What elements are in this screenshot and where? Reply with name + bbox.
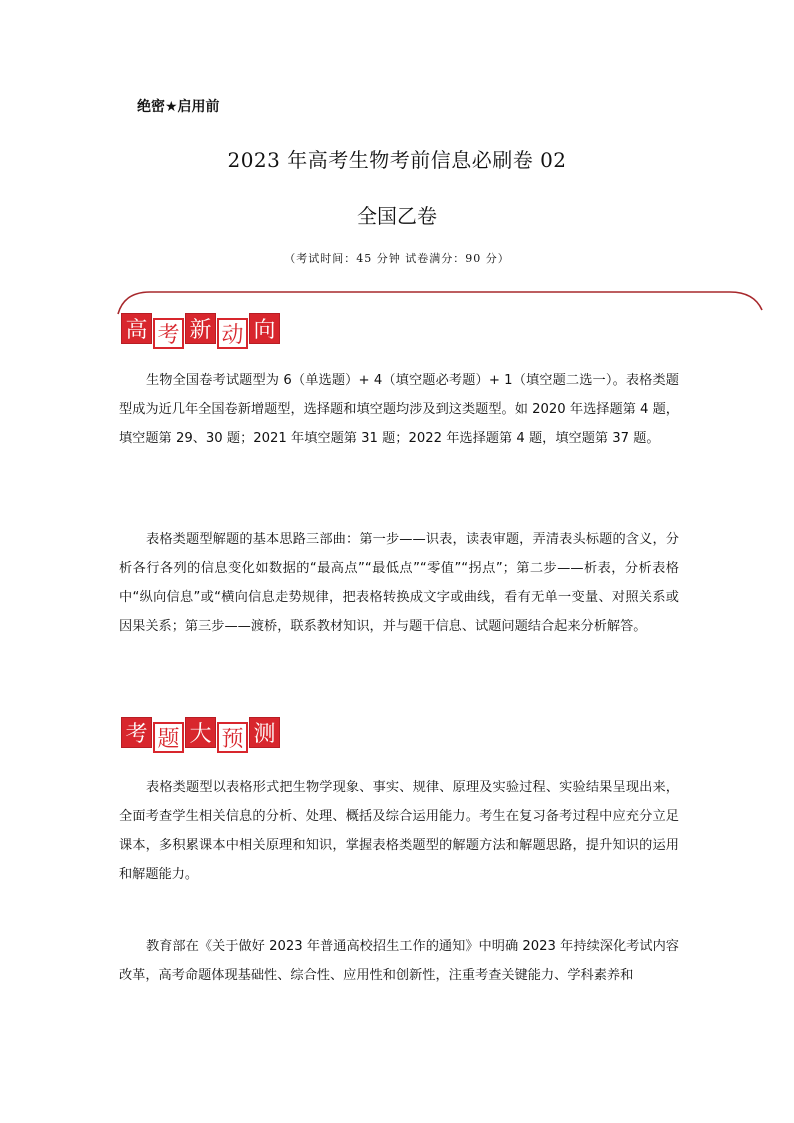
exam-info: （考试时间：45 分钟 试卷满分：90 分） bbox=[284, 252, 510, 265]
paragraph: 教育部在《关于做好 2023 年普通高校招生工作的通知》中明确 2023 年持续深化考试内容改革，高考命题体现基础性、综合性、应用性和创新性，注重考查关键能力、学科素养和 bbox=[119, 939, 679, 983]
paragraph: 表格类题型以表格形式把生物学现象、事实、规律、原理及实验过程、实验结果呈现出来，全面考查学生相关信息的分析、处理、概括及综合运用能力。考生在复习备考过程中应充分立足课本，多积累课本中相关原理和知识，掌握表格类题型的解题方法和解题思路，提升知识的运用和解题能力。 bbox=[119, 780, 679, 882]
paper-title: 2023 年高考生物考前信息必刷卷 02 bbox=[227, 148, 567, 172]
section-badge-prediction bbox=[121, 717, 280, 752]
badge-char: 考 bbox=[153, 318, 184, 349]
badge-char: 预 bbox=[217, 722, 248, 753]
confidential-label: 绝密★启用前 bbox=[137, 99, 220, 115]
paper-subtitle: 全国乙卷 bbox=[357, 204, 437, 228]
paragraph: 表格类题型解题的基本思路三部曲：第一步——识表，读表审题，弄清表头标题的含义，分析各行各列的信息变化如数据的“最高点”“最低点”“零值”“拐点”；第二步——析表，分析表格中“纵向信息”或“横向信息走势规律，把表格转换成文字或曲线，看有无单一变量、对照关系或因果关系；第三步——渡桥，联系教材知识，并与题干信息、试题问题结合起来分析解答。 bbox=[119, 532, 679, 634]
badge-char: 大 bbox=[185, 717, 216, 748]
section-badge-new-trends bbox=[121, 313, 280, 348]
badge-char: 题 bbox=[153, 722, 184, 753]
badge-char: 动 bbox=[217, 318, 248, 349]
paragraph: 生物全国卷考试题型为 6（单选题）+ 4（填空题必考题）+ 1（填空题二选一）。表格类题型成为近几年全国卷新增题型，选择题和填空题均涉及到这类题型。如 2020 年选择题第 4 题，填空题第 29、30 题；2021 年填空题第 31 题；2022 年选择题第 4 题，填空题第 37 题。 bbox=[119, 373, 679, 446]
badge-char: 向 bbox=[249, 313, 280, 344]
badge-char: 考 bbox=[121, 717, 152, 748]
badge-char: 测 bbox=[249, 717, 280, 748]
badge-char: 高 bbox=[121, 313, 152, 344]
badge-char: 新 bbox=[185, 313, 216, 344]
